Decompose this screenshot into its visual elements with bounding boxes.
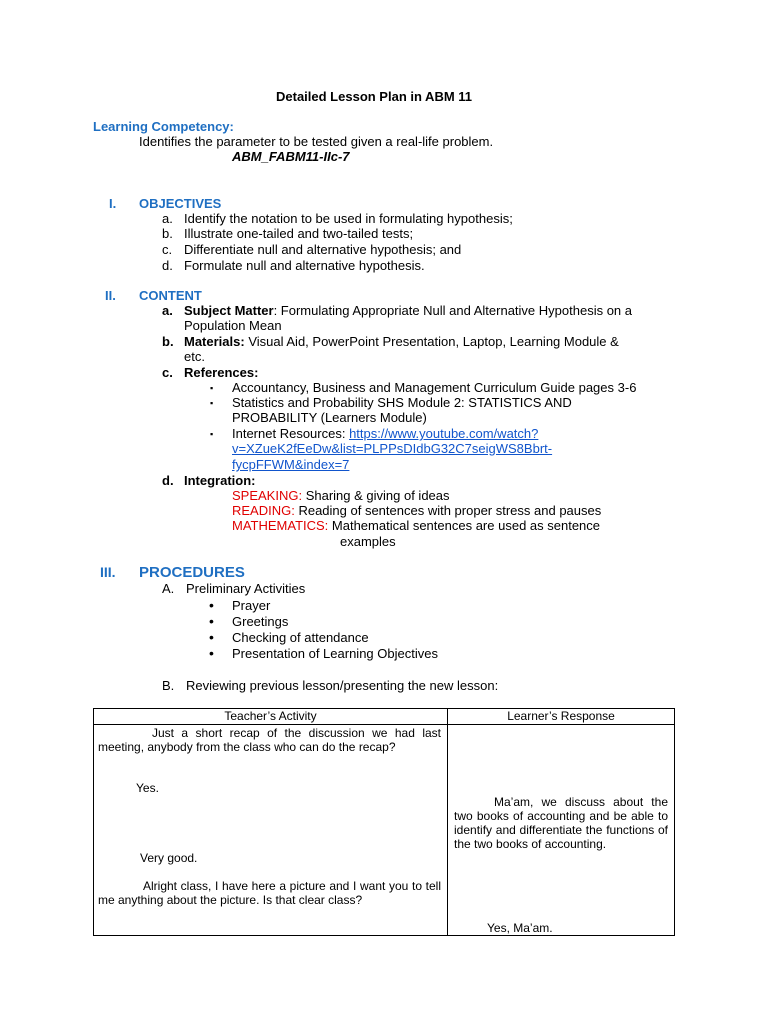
competency-text: Identifies the parameter to be tested given a real-life problem.: [139, 134, 494, 149]
lesson-table: [93, 708, 675, 936]
youtube-link-line2[interactable]: v=XZueK2fEeDw&list=PLPPsDIdbG32C7seigWS8Bbrt-: [232, 441, 553, 456]
objective-letter: d.: [162, 258, 173, 273]
integration-label: Integration:: [184, 473, 256, 488]
bullet-icon: •: [209, 645, 214, 661]
table-header-row: [94, 709, 675, 725]
bullet-icon: •: [209, 597, 214, 613]
youtube-link-line3[interactable]: fycpFFWM&index=7: [232, 457, 350, 472]
objectives-heading: OBJECTIVES: [139, 196, 222, 211]
procedure-b-letter: B.: [162, 678, 175, 693]
competency-code: ABM_FABM11-IIc-7: [232, 149, 350, 164]
reviewing-lesson-label: Reviewing previous lesson/presenting the new lesson:: [186, 678, 499, 693]
teacher-very-good: Very good.: [140, 851, 198, 865]
materials-text-line2: etc.: [184, 349, 205, 364]
objective-letter: c.: [162, 242, 173, 257]
materials-letter: b.: [162, 334, 174, 349]
document-title: Detailed Lesson Plan in ABM 11: [276, 89, 473, 104]
internet-resources-label: Internet Resources:: [232, 426, 350, 441]
reference-item-line2: PROBABILITY (Learners Module): [232, 410, 427, 425]
mathematics-text-line2: examples: [340, 534, 396, 549]
procedure-a-letter: A.: [162, 581, 175, 596]
competency-heading: Learning Competency:: [93, 119, 234, 134]
teacher-yes: Yes.: [136, 781, 159, 795]
materials-text: Visual Aid, PowerPoint Presentation, Laptop, Learning Module &: [244, 334, 619, 349]
learner-yes-maam: Yes, Ma’am.: [487, 921, 553, 935]
objective-item: Formulate null and alternative hypothesis.: [184, 258, 425, 273]
youtube-link[interactable]: https://www.youtube.com/watch?: [349, 426, 539, 441]
integration-letter: d.: [162, 473, 174, 488]
objectives-numeral: I.: [109, 196, 117, 211]
subject-text-line2: Population Mean: [184, 318, 282, 333]
materials: [184, 334, 619, 349]
internet-resources: [232, 426, 538, 441]
objective-item: Illustrate one-tailed and two-tailed tests;: [184, 226, 414, 241]
subject-matter: [184, 303, 632, 318]
reading-text: Reading of sentences with proper stress and pauses: [294, 503, 602, 518]
integration-reading: [232, 503, 601, 518]
content-numeral: II.: [105, 288, 116, 303]
activity-item: Greetings: [232, 614, 289, 629]
materials-label: Materials:: [184, 334, 245, 349]
reference-item: Statistics and Probability SHS Module 2: STATISTICS AND: [232, 395, 572, 410]
teacher-picture-prompt: Alright class, I have here a picture and I want you to tell me anything about the picture. Is that clear class?: [98, 879, 441, 907]
learner-response-header: Learner’s Response: [448, 709, 675, 725]
activity-item: Prayer: [232, 598, 271, 613]
reference-item: Accountancy, Business and Management Curriculum Guide pages 3-6: [232, 380, 637, 395]
square-bullet-icon: ▪: [210, 383, 214, 393]
objective-item: Differentiate null and alternative hypothesis; and: [184, 242, 462, 257]
objective-letter: b.: [162, 226, 173, 241]
mathematics-label: MATHEMATICS:: [232, 518, 329, 533]
content-heading: CONTENT: [139, 288, 202, 303]
subject-letter: a.: [162, 303, 173, 318]
table-row: [94, 725, 675, 936]
procedures-numeral: III.: [100, 564, 116, 580]
bullet-icon: •: [209, 613, 214, 629]
reading-label: READING:: [232, 503, 295, 518]
teacher-activity-cell: [94, 725, 448, 936]
references-label: References:: [184, 365, 259, 380]
activity-item: Checking of attendance: [232, 630, 369, 645]
speaking-label: SPEAKING:: [232, 488, 303, 503]
square-bullet-icon: ▪: [210, 398, 214, 408]
subject-text: : Formulating Appropriate Null and Alternative Hypothesis on a: [273, 303, 632, 318]
speaking-text: Sharing & giving of ideas: [302, 488, 450, 503]
bullet-icon: •: [209, 629, 214, 645]
teacher-activity-header: Teacher’s Activity: [94, 709, 448, 725]
objective-letter: a.: [162, 211, 173, 226]
teacher-recap-prompt: Just a short recap of the discussion we had last meeting, anybody from the class who can do the recap?: [98, 726, 441, 754]
learner-response-cell: [448, 725, 675, 936]
square-bullet-icon: ▪: [210, 429, 214, 439]
integration-speaking: [232, 488, 450, 503]
subject-label: Subject Matter: [184, 303, 274, 318]
mathematics-text: Mathematical sentences are used as sentence: [328, 518, 601, 533]
integration-mathematics: [232, 518, 600, 533]
references-letter: c.: [162, 365, 173, 380]
procedures-heading: PROCEDURES: [139, 564, 245, 581]
objective-item: Identify the notation to be used in formulating hypothesis;: [184, 211, 513, 226]
activity-item: Presentation of Learning Objectives: [232, 646, 438, 661]
learner-recap-answer: Ma’am, we discuss about the two books of accounting and be able to identify and differentiate the functions of the two books of accounting.: [454, 795, 668, 851]
preliminary-activities-label: Preliminary Activities: [186, 581, 306, 596]
